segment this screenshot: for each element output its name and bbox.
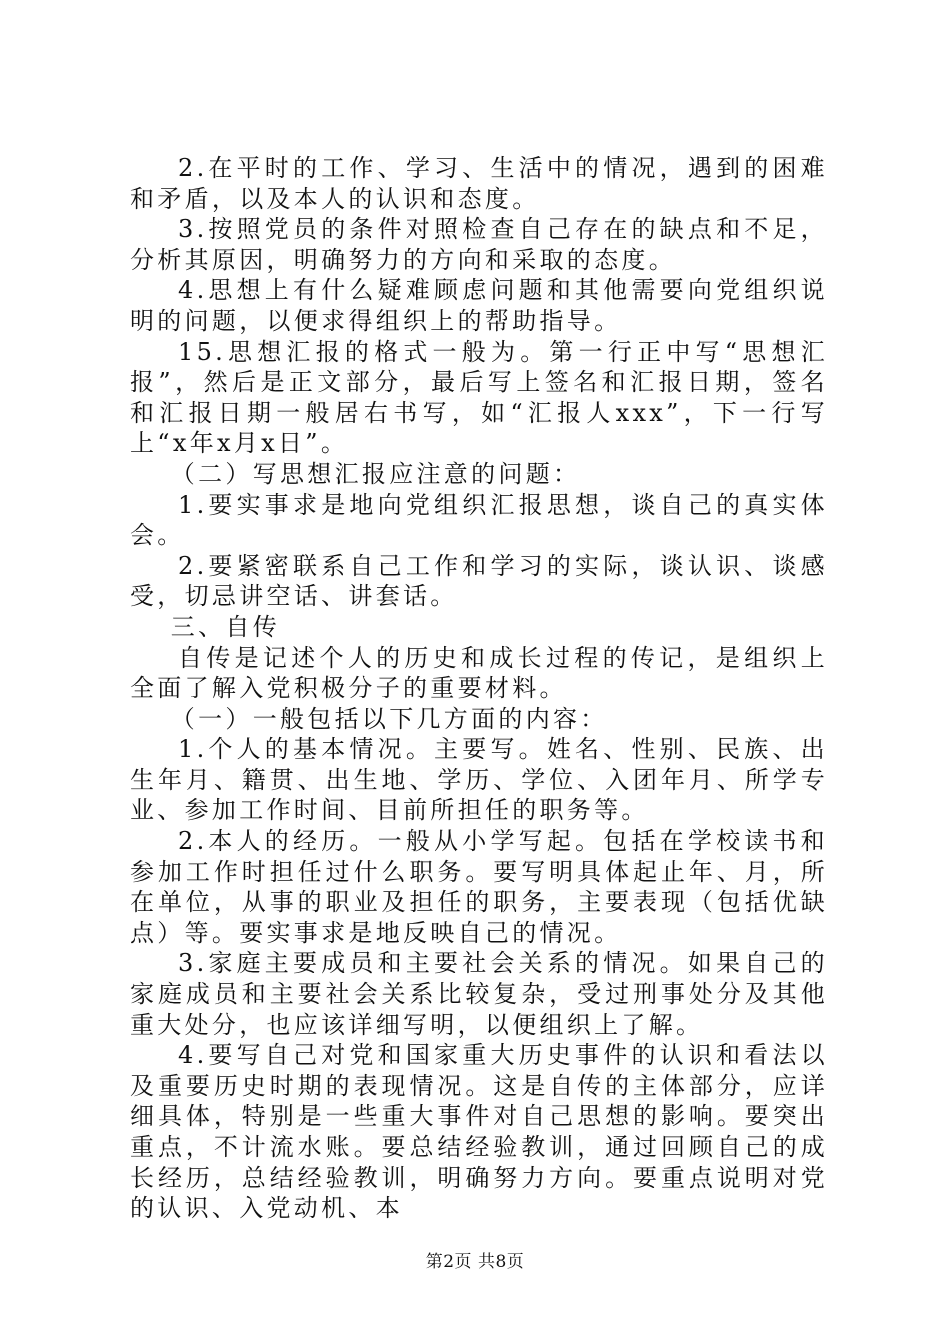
document-body: [130, 153, 828, 1224]
section-heading-notes: （二）写思想汇报应注意的问题：: [170, 459, 581, 488]
paragraph-item-3-self-check: 3.按照党员的条件对照检查自己存在的缺点和不足，分析其原因，明确努力的方向和采取的态度。: [130, 215, 828, 274]
paragraph-content-3: 3.家庭主要成员和主要社会关系的情况。如果自己的家庭成员和主要社会关系比较复杂，受过刑事处分及其他重大处分，也应该详细写明，以便组织上了解。: [130, 949, 828, 1039]
paragraph-autobiography-intro: 自传是记述个人的历史和成长过程的传记，是组织上全面了解入党积极分子的重要材料。: [130, 643, 828, 703]
paragraph-note-2: 2.要紧密联系自己工作和学习的实际，谈认识、谈感受，切忌讲空话、讲套话。: [130, 551, 828, 611]
paragraph-item-4-doubts: 4.思想上有什么疑难顾虑问题和其他需要向党组织说明的问题，以便求得组织上的帮助指导。: [130, 276, 828, 335]
paragraph-content-2: 2.本人的经历。一般从小学写起。包括在学校读书和参加工作时担任过什么职务。要写明具体起止年、月，所在单位，从事的职业及担任的职务，主要表现（包括优缺点）等。要实事求是地反映自己的情况。: [130, 827, 828, 947]
section-heading-contents: （一）一般包括以下几方面的内容：: [170, 704, 608, 733]
section-heading-autobiography: 三、自传: [170, 612, 280, 641]
paragraph-item-15-format: 15.思想汇报的格式一般为。第一行正中写“思想汇报”，然后是正文部分，最后写上签名和汇报日期，签名和汇报日期一般居右书写，如“汇报人xxx”，下一行写上“x年x月x日”。: [130, 337, 828, 458]
paragraph-content-4: 4.要写自己对党和国家重大历史事件的认识和看法以及重要历史时期的表现情况。这是自传的主体部分，应详细具体，特别是一些重大事件对自己思想的影响。要突出重点，不计流水账。要总结经验教训，通过回顾自己的成长经历，总结经验教训，明确努力方向。要重点说明对党的认识、入党动机、本: [130, 1041, 828, 1223]
paragraph-content-1: 1.个人的基本情况。主要写。姓名、性别、民族、出生年月、籍贯、出生地、学历、学位、入团年月、所学专业、参加工作时间、目前所担任的职务等。: [130, 735, 828, 825]
page-number-footer: 第2页 共8页: [425, 1252, 525, 1272]
paragraph-item-2-situation: 2.在平时的工作、学习、生活中的情况，遇到的困难和矛盾，以及本人的认识和态度。: [130, 154, 828, 213]
paragraph-note-1: 1.要实事求是地向党组织汇报思想，谈自己的真实体会。: [130, 490, 828, 550]
